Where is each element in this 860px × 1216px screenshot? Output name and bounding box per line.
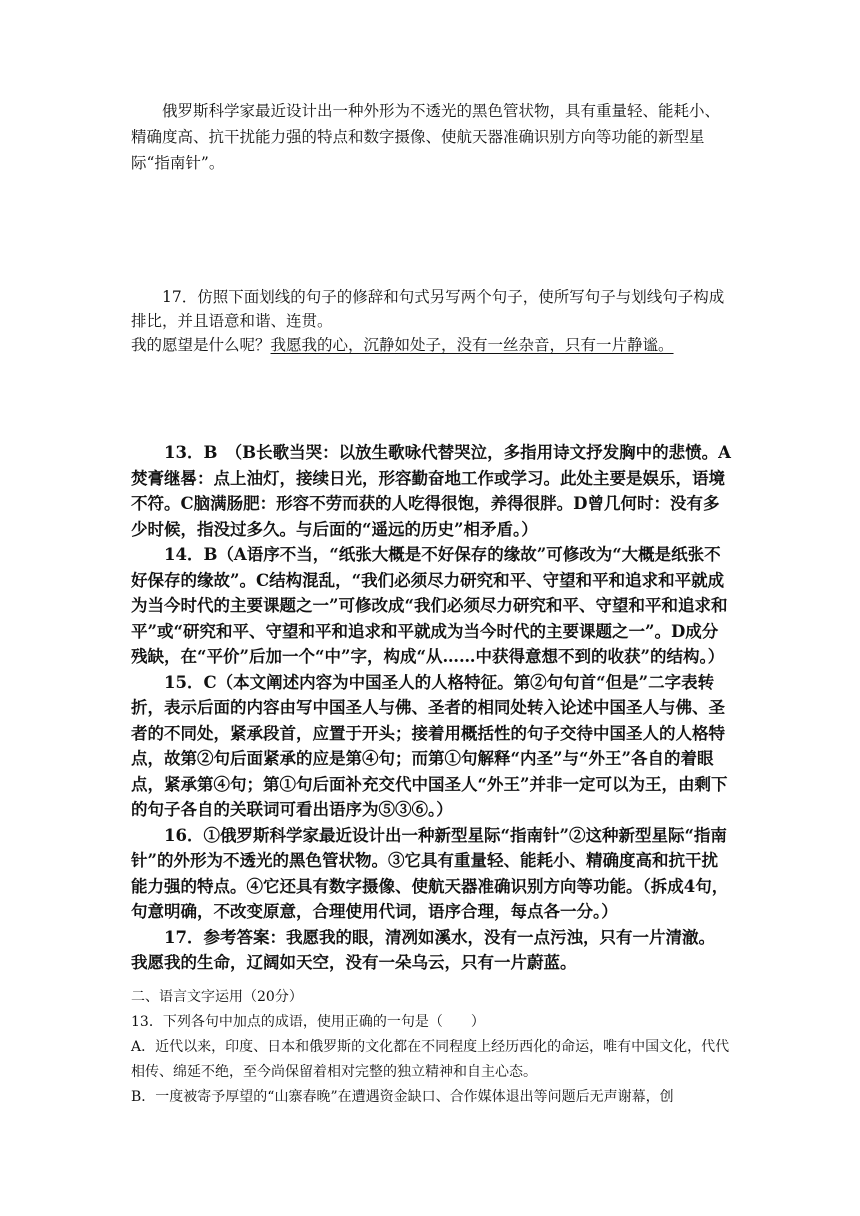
answer-14: 14．B（A语序不当，“纸张大概是不好保存的缘故”可修改为“大概是纸张不好保存的缘故”。C结构混乱，“我们必须尽力研究和平、守望和平和追求和平就成为当今时代的主要课题之一”可修改成“我们必须尽力研究和平、守望和平和追求和平”或“研究和平、守望和平和追求和平就成为当今时代的主要课题之一”。D成分残缺，在“平价”后加一个“中”字，构成“从……中获得意想不到的收获”的结构。）	[131, 545, 728, 666]
answer-16: 16．①俄罗斯科学家最近设计出一种新型星际“指南针”②这种新型星际“指南针”的外形为不透光的黑色管状物。③它具有重量轻、能耗小、精确度高和抗干扰能力强的特点。④它还具有数字摄像、使航天器准确识别方向等功能。（拆成4句，句意明确，不改变原意，合理使用代词，语序合理，每点各一分。）	[131, 825, 729, 921]
section-2-question-13: 13．下列各句中加点的成语，使用正确的一句是（ ）	[131, 1014, 485, 1030]
question-17-prompt	[131, 285, 731, 357]
intro-paragraph: 俄罗斯科学家最近设计出一种外形为不透光的黑色管状物，具有重量轻、能耗小、精确度高、抗干扰能力强的特点和数字摄像、使航天器准确识别方向等功能的新型星际“指南针”。	[131, 102, 721, 172]
answer-17: 17．参考答案：我愿我的眼，清冽如溪水，没有一点污浊，只有一片清澈。我愿我的生命，辽阔如天空，没有一朵乌云，只有一片蔚蓝。	[131, 927, 715, 972]
section-2-heading: 二、语言文字运用（20分）	[131, 989, 303, 1005]
answer-13: 13．B （B长歌当哭：以放生歌咏代替哭泣，多指用诗文抒发胸中的悲愤。A焚膏继晷：点上油灯，接续日光，形容勤奋地工作或学习。此处主要是娱乐，语境不符。C脑满肠肥：形容不劳而获的人吃得很饱，养得很胖。D曾几何时：没有多少时候，指没过多久。与后面的“遥远的历史”相矛盾。）	[131, 443, 731, 539]
question-17-example	[131, 333, 731, 357]
question-17-lead: 我的愿望是什么呢？	[131, 336, 271, 354]
section-2	[131, 985, 731, 1110]
question-17-instruction: 17．仿照下面划线的句子的修辞和句式另写两个句子，使所写句子与划线句子构成排比，并且语意和谐、连贯。	[131, 288, 725, 330]
answer-key	[131, 440, 731, 976]
section-2-option-a: A．近代以来，印度、日本和俄罗斯的文化都在不同程度上经历西化的命运，唯有中国文化，代代相传、绵延不绝，至今尚保留着相对完整的独立精神和自主心态。	[131, 1039, 730, 1080]
section-2-option-b: B．一度被寄予厚望的“山寨春晚”在遭遇资金缺口、合作媒体退出等问题后无声谢幕，创	[131, 1089, 674, 1105]
intro-passage	[131, 98, 731, 176]
answer-15: 15．C（本文阐述内容为中国圣人的人格特征。第②句句首“但是”二字表转折，表示后面的内容由写中国圣人与佛、圣者的相同处转入论述中国圣人与佛、圣者的不同处，紧承段首，应置于开头；接着用概括性的句子交待中国圣人的人格特点，故第②句后面紧承的应是第④句；而第①句解释“内圣”与“外王”各自的着眼点，紧承第④句；第①句后面补充交代中国圣人“外王”并非一定可以为王，由剩下的句子各自的关联词可看出语序为⑤③⑥。）	[131, 672, 728, 819]
question-17-underlined-sentence: 我愿我的心，沉静如处子，没有一丝杂音，只有一片静谧。	[270, 336, 674, 354]
